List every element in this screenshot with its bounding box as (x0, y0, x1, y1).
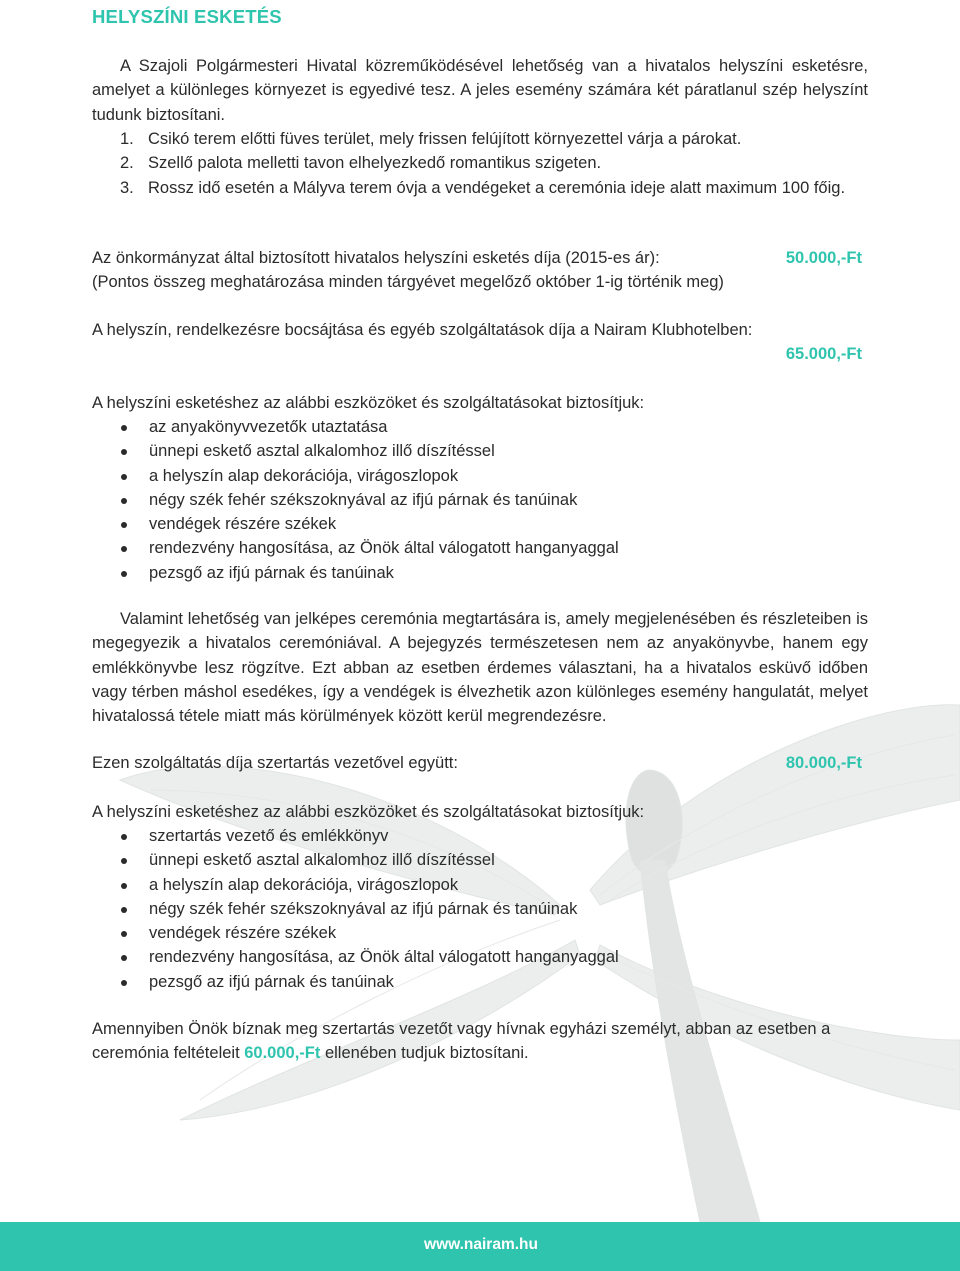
list-item (92, 897, 868, 921)
list-item (92, 488, 868, 512)
list-item (92, 921, 868, 945)
closing-text-after: ellenében tudjuk biztosítani. (320, 1044, 529, 1063)
venue-number: 2. (120, 154, 134, 173)
venue-text: Szellő palota melletti tavon elhelyezkedő romantikus szigeten. (148, 154, 602, 173)
services-list (92, 824, 868, 994)
list-item-text: vendégek részére székek (149, 515, 337, 534)
venue-fee-block (92, 318, 868, 367)
bullet-dot-icon (121, 858, 127, 864)
bullet-dot-icon (121, 980, 127, 986)
list-item (92, 439, 868, 463)
intro-paragraph: A Szajoli Polgármesteri Hivatal közreműködésével lehetőség van a hivatalos helyszíni esketésre, amelyet a különleges környezet is egyedivé tesz. A jeles esemény számára két páratlanul szép helyszínt tudunk biztosítani. (92, 57, 868, 124)
list-item (92, 970, 868, 994)
list-item (92, 873, 868, 897)
list-item (92, 824, 868, 848)
venue-item (92, 151, 868, 175)
official-fee-note: (Pontos összeg meghatározása minden tárgyévet megelőző október 1-ig történik meg) (92, 273, 724, 292)
list-item (92, 536, 868, 560)
bullet-dot-icon (121, 546, 127, 552)
symbolic-fee-label: Ezen szolgáltatás díja szertartás vezetővel együtt: (92, 754, 458, 772)
list-item-text: pezsgő az ifjú párnak és tanúinak (149, 563, 394, 582)
list-item-text: a helyszín alap dekorációja, virágoszlopok (149, 875, 459, 894)
footer-bar (0, 1222, 960, 1271)
list-item-text: négy szék fehér székszoknyával az ifjú párnak és tanúinak (149, 490, 578, 509)
list-item (92, 848, 868, 872)
list-item-text: ünnepi eskető asztal alkalomhoz illő díszítéssel (149, 851, 495, 870)
bullet-dot-icon (121, 883, 127, 889)
list-item (92, 415, 868, 439)
list-item-text: vendégek részére székek (149, 924, 337, 943)
bullet-dot-icon (121, 931, 127, 937)
services-list-title: A helyszíni esketéshez az alábbi eszközöket és szolgáltatásokat biztosítjuk: (92, 394, 645, 412)
list-item-text: rendezvény hangosítása, az Önök által válogatott hanganyaggal (149, 539, 619, 558)
bullet-dot-icon (121, 834, 127, 840)
venue-text: Rossz idő esetén a Mályva terem óvja a vendégeket a ceremónia ideje alatt maximum 100 főig. (148, 178, 846, 197)
venue-number: 3. (120, 178, 134, 197)
symbolic-fee-price: 80.000,-Ft (785, 754, 862, 772)
official-fee-block (92, 246, 868, 295)
venue-number: 1. (120, 130, 134, 148)
bullet-dot-icon (121, 955, 127, 961)
bullet-dot-icon (121, 449, 127, 455)
official-fee-price: 50.000,-Ft (785, 249, 862, 267)
page-title: HELYSZÍNI ESKETÉS (92, 6, 282, 27)
list-item-text: a helyszín alap dekorációja, virágoszlopok (149, 466, 459, 485)
list-item-text: ünnepi eskető asztal alkalomhoz illő díszítéssel (149, 442, 495, 461)
venue-fee-price: 65.000,-Ft (785, 345, 862, 364)
list-item-text: szertartás vezető és emlékkönyv (149, 827, 389, 845)
services-list (92, 415, 868, 585)
footer-website-link[interactable]: www.nairam.hu (424, 1236, 538, 1253)
bullet-dot-icon (121, 425, 127, 431)
bullet-dot-icon (121, 474, 127, 480)
closing-text-before: Amennyiben Önök bíznak meg szertartás vezetőt vagy hívnak egyházi személyt, abban az esetben a ceremónia feltételeit (92, 1020, 831, 1063)
list-item-text: az anyakönyvvezetők utaztatása (149, 418, 388, 436)
venue-text: Csikó terem előtti füves terület, mely frissen felújított környezettel várja a párokat. (148, 130, 742, 148)
bullet-dot-icon (121, 571, 127, 577)
services-list-title: A helyszíni esketéshez az alábbi eszközöket és szolgáltatásokat biztosítjuk: (92, 803, 645, 821)
closing-paragraph (92, 1017, 868, 1066)
bullet-dot-icon (121, 522, 127, 528)
list-item (92, 945, 868, 969)
symbolic-fee-block (92, 751, 862, 775)
venue-fee-label: A helyszín, rendelkezésre bocsájtása és egyéb szolgáltatások díja a Nairam Klubhotelben: (92, 321, 753, 339)
list-item (92, 512, 868, 536)
symbolic-ceremony-text: Valamint lehetőség van jelképes ceremónia megtartására is, amely megjelenésében és részleteiben is megegyezik a hivatalos ceremóniával. A bejegyzés természetesen nem az anyakönyvbe, hanem egy emlékkönyvbe lesz rögzítve. Ezt abban az esetben érdemes választani, ha a hivatalos esküvő időben vagy térben máshol esedékes, így a vendégek is élvezhetik azon különleges esemény hangulatát, melyet hivatalossá tétele miatt más körülmények között kerül megrendezésre. (92, 610, 868, 726)
list-item-text: pezsgő az ifjú párnak és tanúinak (149, 972, 394, 991)
bullet-dot-icon (121, 907, 127, 913)
symbolic-ceremony-paragraph (92, 607, 868, 728)
venue-list (92, 127, 868, 200)
list-item (92, 561, 868, 585)
venue-item (92, 127, 868, 151)
venue-item (92, 176, 868, 200)
bullet-dot-icon (121, 498, 127, 504)
list-item-text: négy szék fehér székszoknyával az ifjú párnak és tanúinak (149, 899, 578, 918)
closing-price: 60.000,-Ft (244, 1044, 321, 1063)
list-item (92, 464, 868, 488)
official-fee-label: Az önkormányzat által biztosított hivatalos helyszíni esketés díja (2015-es ár): (92, 249, 660, 267)
list-item-text: rendezvény hangosítása, az Önök által válogatott hanganyaggal (149, 948, 619, 967)
